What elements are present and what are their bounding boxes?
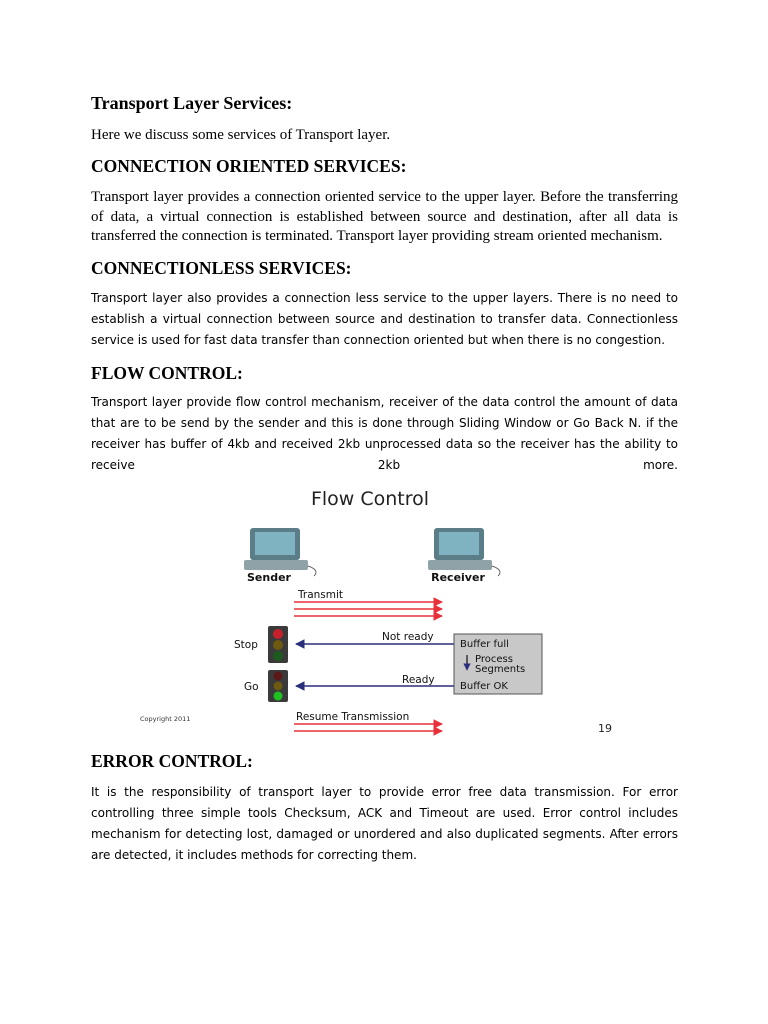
sender-label: Sender [247, 571, 291, 584]
not-ready-label: Not ready [382, 631, 434, 643]
intro-text: Here we discuss some services of Transport layer. [91, 127, 391, 143]
transmit-label: Transmit [298, 589, 344, 601]
stop-label: Stop [234, 639, 258, 651]
ready-label: Ready [402, 674, 435, 686]
connectionless-heading: CONNECTIONLESS SERVICES: [91, 258, 352, 278]
connection-oriented-body: Transport layer provides a connection oriented service to the upper layer. Before the transferring of data, a virtual connection is established between source and destination, after all data is transferred the connection is terminated. Transport layer providing stream oriented mechanism. [91, 189, 678, 244]
flow-control-heading: FLOW CONTROL: [91, 363, 243, 383]
process-label: Process [475, 654, 513, 665]
error-control-heading: ERROR CONTROL: [91, 751, 253, 771]
resume-transmission-label: Resume Transmission [296, 711, 410, 723]
sender-computer-icon [244, 528, 316, 576]
copyright-text: Copyright 2011 [140, 715, 191, 723]
resume-transmission-arrows [294, 724, 442, 731]
connectionless-body: Transport layer also provides a connection less service to the upper layers. There is no need to establish a virtual connection between source and destination to transfer data. Connectionless service is used for fast data transfer than connection oriented but when there is no congestion. [91, 291, 678, 347]
receiver-computer-icon [428, 528, 500, 576]
connection-oriented-heading: CONNECTION ORIENTED SERVICES: [91, 156, 407, 176]
figure-title: Flow Control [310, 488, 430, 510]
segments-label: Segments [475, 664, 526, 675]
buffer-full-label: Buffer full [460, 639, 509, 650]
error-control-body: It is the responsibility of transport layer to provide error free data transmission. For error controlling three simple tools Checksum, ACK and Timeout are used. Error control includes mechanism for detecting lost, damaged or unordered and also duplicated segments. After errors are detected, it includes methods for correcting them. [91, 785, 678, 862]
go-traffic-light-icon [268, 670, 288, 702]
buffer-ok-label: Buffer OK [460, 681, 508, 692]
slide-number: 19 [598, 722, 612, 735]
transmit-arrows [294, 602, 442, 616]
stop-traffic-light-icon [268, 626, 288, 663]
receiver-label: Receiver [431, 571, 485, 584]
flow-control-figure [138, 484, 618, 736]
flow-control-body: Transport layer provide flow control mechanism, receiver of the data control the amount of data that are to be send by the sender and this is done through Sliding Window or Go Back N. if the receiver has buffer of 4kb and received 2kb unprocessed data so the receiver has the ability to receive 2kb more. [91, 395, 678, 472]
go-label: Go [244, 681, 259, 693]
page-title: Transport Layer Services: [91, 93, 293, 113]
